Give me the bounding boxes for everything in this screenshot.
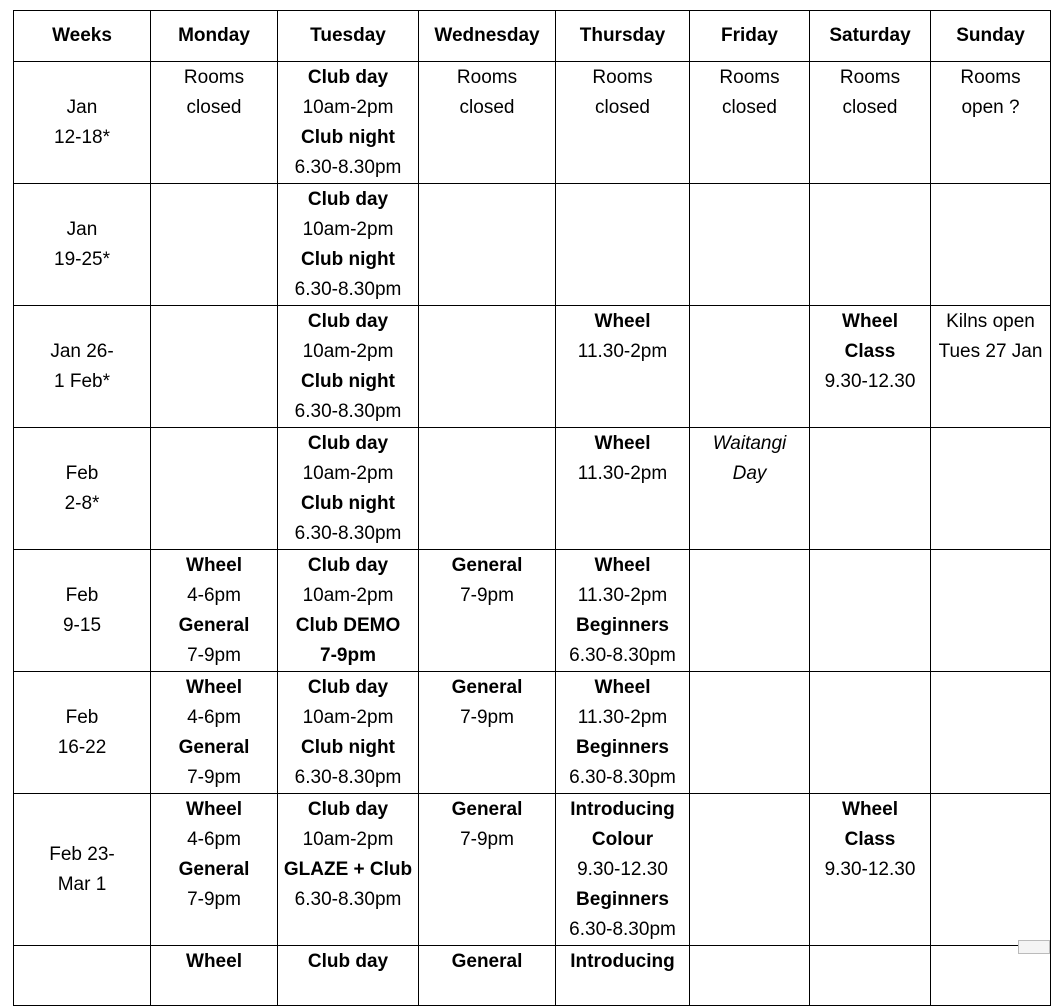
week-label-line: Feb (65, 706, 99, 728)
week-cell (14, 62, 151, 184)
schedule-entry-line: closed (459, 97, 515, 118)
schedule-entry-line: closed (186, 97, 242, 118)
sunday-cell (931, 794, 1051, 946)
schedule-entry-line: GLAZE + Club (283, 859, 413, 880)
schedule-entry-line: Wheel (186, 555, 242, 576)
table-row (14, 306, 1051, 428)
schedule-entry-line: 7-9pm (187, 889, 241, 910)
schedule-entry-line: Club day (307, 555, 389, 576)
wednesday-cell (419, 428, 556, 550)
thursday-cell (556, 550, 690, 672)
sunday-cell (931, 428, 1051, 550)
schedule-entry-line: Introducing (570, 799, 675, 820)
schedule-entry-line: Club night (301, 127, 395, 148)
schedule-entry-line: Club night (301, 737, 395, 758)
schedule-entry-line: closed (595, 97, 650, 118)
schedule-entry-line: 6.30-8.30pm (294, 157, 402, 178)
monday-cell (151, 946, 278, 1006)
schedule-entry-line: 7-9pm (187, 645, 241, 666)
week-cell (14, 550, 151, 672)
table-row (14, 428, 1051, 550)
schedule-entry-line: 4-6pm (187, 707, 241, 728)
schedule-entry-line: Class (844, 829, 896, 850)
monday-cell (151, 306, 278, 428)
schedule-entry-line: Rooms (839, 67, 901, 88)
schedule-entry-line: 6.30-8.30pm (294, 767, 402, 788)
wednesday-cell (419, 550, 556, 672)
schedule-entry-line: General (178, 615, 250, 636)
thursday-cell (556, 428, 690, 550)
header-tuesday: Tuesday (278, 11, 419, 62)
schedule-entry-line: Club DEMO (295, 615, 401, 636)
sunday-cell (931, 306, 1051, 428)
thursday-cell (556, 62, 690, 184)
schedule-entry-line: Club day (307, 951, 389, 972)
schedule-entry-line: Kilns open (946, 311, 1035, 332)
header-monday: Monday (151, 11, 278, 62)
week-cell (14, 184, 151, 306)
tuesday-cell (278, 62, 419, 184)
schedule-entry-line: closed (842, 97, 898, 118)
schedule-entry-line: General (451, 951, 523, 972)
tuesday-cell (278, 184, 419, 306)
schedule-entry-line: Rooms (183, 67, 245, 88)
week-label-line: Jan 26- (50, 340, 114, 362)
schedule-entry-line: Wheel (594, 555, 651, 576)
saturday-cell (810, 550, 931, 672)
table-row (14, 62, 1051, 184)
schedule-entry-line: 10am-2pm (302, 219, 394, 240)
schedule-entry-line: 10am-2pm (302, 707, 394, 728)
week-cell (14, 672, 151, 794)
schedule-entry-line: Rooms (592, 67, 653, 88)
wednesday-cell (419, 672, 556, 794)
schedule-entry-line: closed (722, 97, 777, 118)
schedule-entry-line: 10am-2pm (302, 585, 394, 606)
week-label-line: Mar 1 (57, 873, 107, 895)
schedule-entry-line: 6.30-8.30pm (569, 919, 676, 940)
sunday-cell (931, 672, 1051, 794)
wednesday-cell (419, 306, 556, 428)
header-wednesday: Wednesday (419, 11, 556, 62)
schedule-entry-line: Waitangi (712, 433, 787, 454)
tuesday-cell (278, 672, 419, 794)
schedule-entry-line: Class (844, 341, 896, 362)
header-sunday: Sunday (931, 11, 1051, 62)
schedule-entry-line: 9.30-12.30 (577, 859, 668, 880)
schedule-entry-line: Wheel (594, 311, 651, 332)
tuesday-cell (278, 428, 419, 550)
schedule-entry-line: General (451, 799, 523, 820)
wednesday-cell (419, 184, 556, 306)
tuesday-cell (278, 306, 419, 428)
saturday-cell (810, 184, 931, 306)
monday-cell (151, 672, 278, 794)
schedule-entry-line: 11.30-2pm (577, 341, 668, 362)
schedule-entry-line: Rooms (960, 67, 1021, 88)
week-cell (14, 306, 151, 428)
schedule-entry-line: Club day (307, 799, 389, 820)
schedule-entry-line: 7-9pm (460, 829, 514, 850)
week-label-line: 1 Feb* (54, 370, 110, 392)
schedule-entry-line: 9.30-12.30 (824, 859, 916, 880)
schedule-entry-line: Tues 27 Jan (938, 341, 1043, 362)
table-row (14, 672, 1051, 794)
schedule-entry-line: 6.30-8.30pm (569, 645, 676, 666)
sunday-cell (931, 550, 1051, 672)
schedule-entry-line: General (178, 737, 250, 758)
schedule-entry-line: Club day (307, 433, 389, 454)
thursday-cell (556, 946, 690, 1006)
wednesday-cell (419, 946, 556, 1006)
header-friday: Friday (690, 11, 810, 62)
week-label-line: Jan (66, 96, 98, 118)
schedule-entry-line: Wheel (594, 433, 651, 454)
schedule-entry-line: 6.30-8.30pm (569, 767, 676, 788)
table-row (14, 550, 1051, 672)
schedule-entry-line: Colour (591, 829, 654, 850)
schedule-entry-line: 6.30-8.30pm (294, 279, 402, 300)
sunday-cell (931, 184, 1051, 306)
schedule-entry-line: 4-6pm (187, 585, 241, 606)
friday-cell (690, 428, 810, 550)
header-saturday: Saturday (810, 11, 931, 62)
wednesday-cell (419, 62, 556, 184)
schedule-entry-line: 10am-2pm (302, 463, 394, 484)
schedule-entry-line: 10am-2pm (302, 829, 394, 850)
schedule-entry-line: 11.30-2pm (577, 585, 668, 606)
week-label-line: Feb (65, 584, 99, 606)
week-label-line: 12-18* (54, 126, 110, 148)
schedule-entry-line: General (451, 677, 523, 698)
monday-cell (151, 62, 278, 184)
monday-cell (151, 428, 278, 550)
friday-cell (690, 672, 810, 794)
week-label-line: Feb (65, 462, 99, 484)
schedule-entry-line: Rooms (456, 67, 518, 88)
schedule-entry-line: Rooms (719, 67, 780, 88)
schedule-body (14, 62, 1051, 1006)
week-label-line: Feb 23- (49, 843, 115, 865)
schedule-entry-line: Wheel (842, 799, 898, 820)
friday-cell (690, 306, 810, 428)
schedule-entry-line: 7-9pm (460, 585, 514, 606)
schedule-entry-line: 11.30-2pm (577, 707, 668, 728)
monday-cell (151, 184, 278, 306)
wednesday-cell (419, 794, 556, 946)
schedule-entry-line: Wheel (186, 799, 242, 820)
week-cell (14, 946, 151, 1006)
schedule-entry-line: Beginners (576, 889, 669, 910)
week-label-line: 16-22 (57, 736, 107, 758)
header-thursday: Thursday (556, 11, 690, 62)
schedule-entry-line: 6.30-8.30pm (294, 889, 402, 910)
friday-cell (690, 62, 810, 184)
sunday-cell (931, 946, 1051, 1006)
schedule-entry-line: Club day (307, 311, 389, 332)
schedule-entry-line: 10am-2pm (302, 97, 394, 118)
thursday-cell (556, 672, 690, 794)
saturday-cell (810, 946, 931, 1006)
schedule-entry-line: Club day (307, 189, 389, 210)
schedule-entry-line: Introducing (570, 951, 675, 972)
schedule-entry-line: 7-9pm (460, 707, 514, 728)
friday-cell (690, 550, 810, 672)
header-weeks: Weeks (14, 11, 151, 62)
schedule-entry-line: Beginners (576, 615, 669, 636)
thursday-cell (556, 306, 690, 428)
week-label-line: 9-15 (62, 614, 102, 636)
monday-cell (151, 794, 278, 946)
saturday-cell (810, 794, 931, 946)
schedule-entry-line: Club day (307, 677, 389, 698)
saturday-cell (810, 62, 931, 184)
schedule-entry-line: General (451, 555, 523, 576)
week-cell (14, 794, 151, 946)
schedule-entry-line: open ? (961, 97, 1020, 118)
tuesday-cell (278, 550, 419, 672)
schedule-entry-line: 6.30-8.30pm (294, 401, 402, 422)
schedule-entry-line: 7-9pm (320, 645, 376, 666)
schedule-entry-line: 7-9pm (187, 767, 241, 788)
week-label-line: Jan (66, 218, 98, 240)
week-cell (14, 428, 151, 550)
monday-cell (151, 550, 278, 672)
table-row (14, 946, 1051, 1006)
schedule-entry-line: 4-6pm (187, 829, 241, 850)
thursday-cell (556, 184, 690, 306)
schedule-entry-line: 9.30-12.30 (824, 371, 916, 392)
schedule-entry-line: Club day (307, 67, 389, 88)
schedule-entry-line: 11.30-2pm (577, 463, 668, 484)
table-row (14, 794, 1051, 946)
schedule-entry-line: Beginners (576, 737, 669, 758)
tuesday-cell (278, 946, 419, 1006)
friday-cell (690, 184, 810, 306)
schedule-entry-line: 10am-2pm (302, 341, 394, 362)
sunday-cell (931, 62, 1051, 184)
schedule-entry-line: Club night (301, 371, 395, 392)
saturday-cell (810, 306, 931, 428)
club-schedule-table (13, 10, 1051, 1006)
saturday-cell (810, 672, 931, 794)
schedule-entry-line: Wheel (594, 677, 651, 698)
page-corner-marker (1018, 940, 1050, 954)
schedule-entry-line: Club night (301, 493, 395, 514)
schedule-entry-line: Wheel (842, 311, 898, 332)
friday-cell (690, 946, 810, 1006)
schedule-entry-line: Wheel (186, 677, 242, 698)
tuesday-cell (278, 794, 419, 946)
week-label-line: 19-25* (54, 248, 110, 270)
schedule-entry-line: General (178, 859, 250, 880)
schedule-entry-line: Day (732, 463, 767, 484)
thursday-cell (556, 794, 690, 946)
friday-cell (690, 794, 810, 946)
schedule-entry-line: 6.30-8.30pm (294, 523, 402, 544)
header-row (14, 11, 1051, 62)
saturday-cell (810, 428, 931, 550)
week-label-line: 2-8* (64, 492, 100, 514)
schedule-entry-line: Club night (301, 249, 395, 270)
schedule-entry-line: Wheel (186, 951, 242, 972)
table-row (14, 184, 1051, 306)
